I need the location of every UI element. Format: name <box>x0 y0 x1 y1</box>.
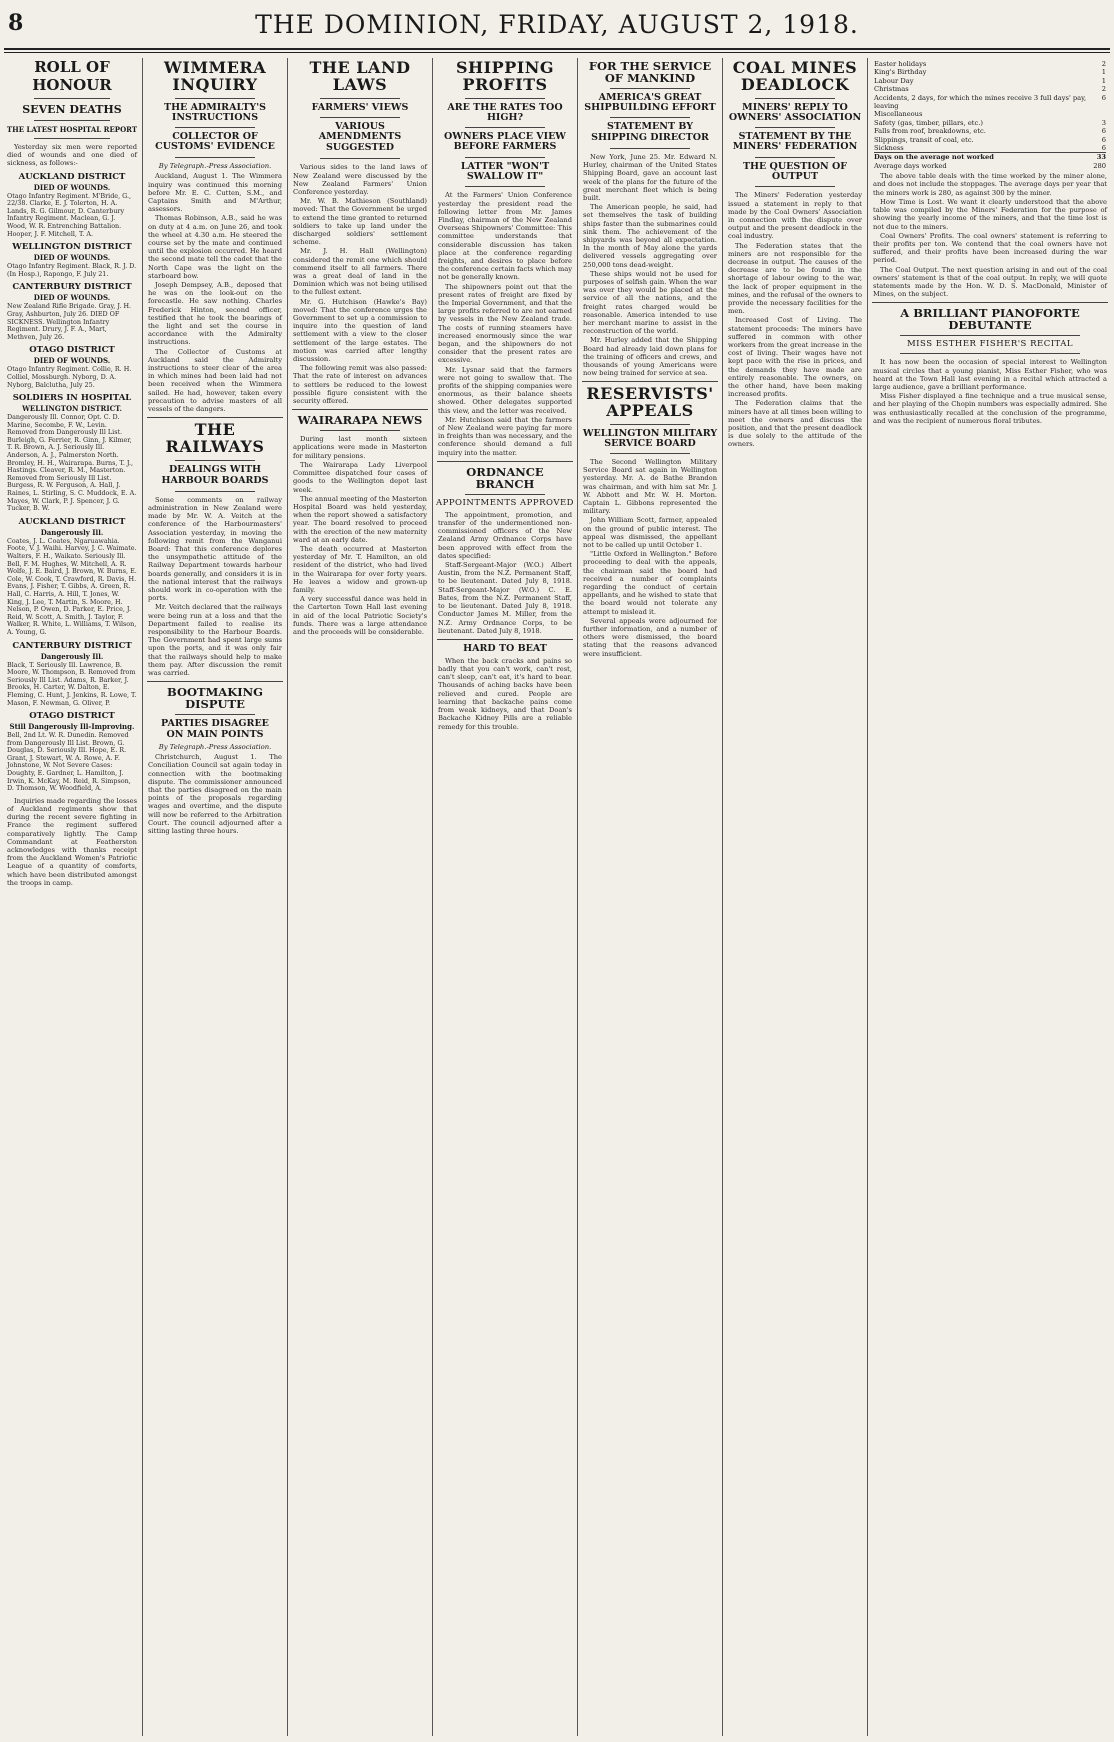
table-row: King's Birthday 1 <box>874 68 1106 77</box>
column-land-laws <box>290 58 430 1736</box>
divider <box>147 417 283 418</box>
divider <box>755 157 835 158</box>
district-tag: Still Dangerously Ill-Improving. <box>9 722 135 732</box>
headline: WIMMERA INQUIRY <box>163 58 267 94</box>
district-tag: DIED OF WOUNDS. <box>33 253 111 263</box>
deck: COLLECTOR OF CUSTOMS' EVIDENCE <box>155 130 275 153</box>
column-rule <box>432 58 433 1736</box>
divider <box>34 138 110 139</box>
column-service-of-mankind <box>580 58 720 1736</box>
subheadline: FARMERS' VIEWS <box>311 101 409 113</box>
headline: HARD TO BEAT <box>463 642 547 654</box>
column-rule <box>142 58 143 1736</box>
divider <box>465 127 545 128</box>
district-heading: WELLINGTON DISTRICT <box>12 242 132 253</box>
column-rule <box>867 58 868 1736</box>
column-wimmera-inquiry <box>145 58 285 1736</box>
headline: WAIRARAPA NEWS <box>297 413 423 428</box>
article-body: The above table deals with the time worked by the miner alone, and does not include the stoppages. The average days per year that the miners work is 280, as against 300 by the miner. How Time is Lost. We want it clearly understood that the above table was compiled by the Miners' Federation for the purpose of showing the yearly income of the miners, and that the time lost is not due to the miners. Coal Owners' Profits. The coal owners' statement is referring to their profits per ton. We contend that the coal owners have not suffered, and their profits have been increased during the war period. The Coal Output. The next question arising in and out of the coal owners' statement is that of the coal output. In reply, we will quote statements made by the Hon. W. D. S. MacDonald, Minister of Mines, on the subject. <box>873 172 1107 299</box>
article-body: Christchurch, August 1. The Conciliation Council sat again today in connection with the bootmaking dispute. The commissioner announced that the parties disagreed on the main points of the proposals regarding wages and overtime, and the dispute will now be referred to the Arbitration Court. The council adjourned after a sitting lasting three hours. <box>148 753 282 835</box>
column-shipping-profits <box>435 58 575 1736</box>
district-heading: CANTERBURY DISTRICT <box>12 640 132 651</box>
divider <box>175 127 255 128</box>
divider <box>755 127 835 128</box>
casualty-list: Black, T. Seriously Ill. Lawrence, B. Moore, W. Thompson, B. Removed from Seriously Ill List. Adams, R. Barker, J. Brooks, H. Carter, W. Dalton, E. Fleming, C. Hunt, J. Jenkins, R. Lowe, T. Mason, F. Newman, G. Oliver, P. <box>7 660 137 707</box>
deck: OWNERS PLACE VIEW BEFORE FARMERS <box>444 130 566 153</box>
column-rule <box>722 58 723 1736</box>
headline: COAL MINES DEADLOCK <box>732 58 858 94</box>
divider <box>465 98 545 99</box>
table-row: Christmas 2 <box>874 85 1106 94</box>
divider <box>755 186 835 187</box>
divider <box>610 88 690 89</box>
headline: BOOTMAKING DISPUTE <box>167 685 263 712</box>
divider <box>465 494 545 495</box>
deck: PARTIES DISAGREE ON MAIN POINTS <box>161 718 269 741</box>
subheadline: LATTER "WON'T SWALLOW IT" <box>460 161 550 183</box>
article-body: The Second Wellington Military Service Board sat again in Wellington yesterday. Mr. A. de Bathe Brandon was chairman, and with him sat Mr. J. W. Abbott and Mr. W. H. Morton. Captain L. Gibbons represented the military. John William Scott, farmer, appealed on the ground of public interest. The appeal was dismissed, the appellant not to be called up until October 1. "Little Oxford in Wellington." Before proceeding to deal with the appeals, the chairman said the board had received a number of complaints regarding the conduct of certain appellants, and he wished to state that the board would not tolerate any attempt to mislead it. Several appeals were adjourned for further information, and a number of others were dismissed, the board stating that the reasons advanced were insufficient. <box>583 457 717 658</box>
advertisement-body: When the back cracks and pains so badly that you can't work, can't rest, can't sleep, can't eat, it's hard to bear. Thousands of aching backs have been relieved and cured. People are learning that backache pains come from weak kidneys, and that Doan's Backache Kidney Pills are a reliable remedy for this trouble. <box>438 656 572 731</box>
subheadline: MISS ESTHER FISHER'S RECITAL <box>906 339 1074 350</box>
headline: SHIPPING PROFITS <box>456 58 554 94</box>
table-row: Slippings, transit of coal, etc. 6 <box>874 135 1106 144</box>
divider <box>582 381 718 382</box>
divider <box>872 302 1108 303</box>
table-row: Safety (gas, timber, pillars, etc.) 3 <box>874 118 1106 127</box>
divider <box>34 98 110 99</box>
subheadline: THE QUESTION OF OUTPUT <box>742 161 848 183</box>
article-body: New York, June 25. Mr. Edward N. Hurley, chairman of the United States Shipping Board, gave an account last week of the plans for the future of the great merchant fleet which is being built. The American people, he said, had set themselves the task of building ships faster than the submarines could sink them. The achievement of the shipyards was beyond all expectation. In the month of May alone the yards delivered vessels aggregating over 250,000 tons dead-weight. These ships would not be used for purposes of selfish gain. When the war was over they would be placed at the service of all the nations, and the freight rates charged would be reasonable. America intended to use her merchant marine to assist in the reconstruction of the world. Mr. Hurley added that the Shipping Board had already laid down plans for the training of officers and crews, and thousands of young Americans were now being trained for service at sea. <box>583 152 717 378</box>
subheadline: MINERS' REPLY TO OWNERS' ASSOCIATION <box>728 101 862 123</box>
divider <box>34 120 110 121</box>
casualty-list: Otago Infantry Regiment. M'Bride, G., 22/38. Clarke, E. J. Tolerton, H. A. Lands, R. G. Gilmour, D. Canterbury Infantry Regiment. Maclean, G. J. Wood, W. R. Entrenching Battalion. Hooper, J. F. Mitchell, T. A. <box>7 191 132 238</box>
headline: RESERVISTS' APPEALS <box>586 384 714 421</box>
column-rule <box>287 58 288 1736</box>
column-coal-continued <box>870 58 1110 1736</box>
article-body: Some comments on railway administration in New Zealand were made by Mr. W. A. Veitch at the conference of the Harbourmasters' Association yesterday, in moving the following remit from the Wanganui Board: That this conference deplores the unsympathetic attitude of the Railway Department towards harbour boards generally, and considers it is in the national interest that the railways should work in co-operation with the ports. Mr. Veitch declared that the railways were being run at a loss and that the Department failed to realise its responsibility to the Harbour Boards. The Government had spent large sums upon the ports, and it was only fair that the railways should help to make them pay. After discussion the remit was carried. <box>148 495 282 677</box>
days-worked-table <box>874 60 1106 170</box>
masthead-rule-thin <box>4 52 1110 53</box>
deck: STATEMENT BY SHIPPING DIRECTOR <box>591 121 709 143</box>
article-body: The appointment, promotion, and transfer of the undermentioned non-commissioned officers of the New Zealand Army Ordnance Corps have been approved with effect from the dates specified: Staff-Sergeant-Major (W.O.) Albert Austin, from the N.Z. Permanent Staff, to be lieutenant. Dated July 8, 1918. Staff-Sergeant-Major (W.O.) C. E. Bates, from the N.Z. Permanent Staff, to be lieutenant. Dated July 8, 1918. Conductor James M. Miller, from the N.Z. Army Ordnance Corps, to be lieutenant. Dated July 8, 1918. <box>438 510 572 635</box>
table-row: Days on the average not worked 33 <box>874 153 1106 162</box>
divider <box>437 461 573 462</box>
divider <box>175 460 255 461</box>
divider <box>610 117 690 118</box>
district-tag: DIED OF WOUNDS. <box>33 182 111 192</box>
divider <box>610 148 690 149</box>
casualty-list: Bell, 2nd Lt. W. R. Dunedin. Removed from Dangerously Ill List. Brown, G. Douglas, D. Seriously Ill. Hope, E. R. Grant, J. Stewart, W. A. Rowe, A. F. Johnstone, W. Not Severe Cases: Doughty, E. Gardner, L. Hamilton, J. Irwin, K. McKay, M. Reid, R. Simpson, D. Thomson, W. Woodfield, A. <box>7 731 131 793</box>
table-row: Miscellaneous <box>874 110 923 119</box>
divider <box>900 335 1080 336</box>
casualty-list: Otago Infantry Regiment. Collie, R. H. Colliel, Mossburgh. Nyborg, D. A. Nyborg, Balclutha, July 25. <box>7 365 132 389</box>
intro-paragraph: Yesterday six men were reported died of wounds and one died of sickness, as follows:- <box>7 143 137 168</box>
column-roll-of-honour <box>4 58 140 1736</box>
headline: SEVEN DEATHS <box>22 103 122 116</box>
masthead <box>0 8 1114 48</box>
column-coal-mines <box>725 58 865 1736</box>
divider <box>175 491 255 492</box>
casualty-list: Coates, J. L. Coates, Ngaruawahia. Foote, V. J. Waihi. Harvey, J. C. Waimate. Walters, F. H., Waikato. Seriously Ill. Bell, F. M. Hughes, W. Mitchell, A. R. Wolfe, J. E. Baird, J. Brown, W. Burns, E. Cole, W. Cook, T. Crawford, R. Davis, H. Evans, J. Fisher, T. Gibbs, A. Green, R. Hall, C. Harris, A. Hill, T. Jones, W. King, J. Lee, T. Martin, S. Moore, H. Nelson, P. Owen, D. Parker, E. Price, J. Reid, W. Scott, A. Smith, J. Taylor, F. Walker, R. White, L. Williams, T. Wilson, A. Young, G. <box>7 536 137 636</box>
subheadline: THE LATEST HOSPITAL REPORT <box>6 125 138 134</box>
district-heading: SOLDIERS IN HOSPITAL <box>12 393 132 404</box>
divider <box>292 409 428 410</box>
article-body: It has now been the occasion of special interest to Wellington musical circles that a young pianist, Miss Esther Fisher, who was heard at the Town Hall last evening in a recital which attracted a large audience, gave a brilliant performance. Miss Fisher displayed a fine technique and a true musical sense, and her playing of the Chopin numbers was especially admired. She was enthusiastically recalled at the conclusion of the programme, and was the recipient of numerous floral tributes. <box>873 358 1107 425</box>
divider <box>465 186 545 187</box>
article-body: Auckland, August 1. The Wimmera inquiry was continued this morning before Mr. E. C. Cutten, S.M., and Captains Smith and M'Arthur, assessors. Thomas Robinson, A.B., said he was on duty at 4 a.m. on June 26, and took the wheel at 4.30 a.m. He steered the course set by the mate and continued until the explosion occurred. He heard the second mate tell the cadet that the North Cape was the light on the starboard bow. Joseph Dempsey, A.B., deposed that he was on the look-out on the forecastle. He saw nothing. Charles Frederick Hinton, second officer, testified that he took the bearings of the light and set the course in accordance with the Admiralty instructions. The Collector of Customs at Auckland said the Admiralty instructions to steer clear of the area in which mines had been laid had not been received when the Wimmera sailed. He had, however, taken every precaution to advise masters of all vessels of the dangers. <box>148 172 282 414</box>
district-heading: OTAGO DISTRICT <box>29 711 115 722</box>
district-heading: CANTERBURY DISTRICT <box>12 282 132 293</box>
table-row: Sickness 6 <box>874 144 1106 153</box>
divider <box>175 157 255 158</box>
deck: DEALINGS WITH HARBOUR BOARDS <box>161 463 269 486</box>
district-heading: AUCKLAND DISTRICT <box>18 171 126 182</box>
table-row: Average days worked 280 <box>874 161 1106 170</box>
article-body: At the Farmers' Union Conference yesterday the president read the following letter from Mr. James Findlay, chairman of the New Zealand Overseas Shipowners' Committee: This committee understands that considerable discussion has taken place at the conference regarding freights, and desires to place before the conference certain facts which may not be generally known. The shipowners point out that the present rates of freight are fixed by the Imperial Government, and that the large profits referred to are not earned by vessels in the New Zealand trade. The costs of running steamers have increased enormously since the war began, and the shipowners do not consider that the present rates are excessive. Mr. Lysnar said that the farmers were not going to swallow that. The profits of the shipping companies were enormous, as their balance sheets showed. Other delegates supported this view, and the letter was received. Mr. Hutchison said that the farmers of New Zealand were paying far more in freights than was necessary, and the conference should demand a full inquiry into the matter. <box>438 191 572 457</box>
page-number: 8 <box>8 10 24 36</box>
divider <box>320 430 400 431</box>
deck: VARIOUS AMENDMENTS SUGGESTED <box>318 120 402 154</box>
newspaper-title: THE DOMINION, FRIDAY, AUGUST 2, 1918. <box>255 10 859 39</box>
subheadline: WELLINGTON MILITARY SERVICE BOARD <box>582 427 718 449</box>
district-tag: DIED OF WOUNDS. <box>33 293 111 303</box>
column-rule <box>577 58 578 1736</box>
divider <box>320 117 400 118</box>
district-heading: AUCKLAND DISTRICT <box>18 516 126 527</box>
headline: A BRILLIANT PIANOFORTE DEBUTANTE <box>900 306 1080 333</box>
article-body: The Miners' Federation yesterday issued a statement in reply to that made by the Coal Owners' Association in connection with the dispute over output and the present deadlock in the coal industry. The Federation states that the miners are not responsible for the decrease in output. The causes of the decrease are to be found in the shortage of labour owing to the war, the lack of proper equipment in the mines, and the refusal of the owners to provide the necessary facilities for the men. Increased Cost of Living. The statement proceeds: The miners have suffered in common with other workers from the great increase in the cost of living. Their wages have not kept pace with the rise in prices, and the demands they have made are entirely reasonable. The owners, on the other hand, have been making increased profits. The Federation claims that the miners have at all times been willing to meet the owners and discuss the position, and that the present deadlock is due solely to the attitude of the owners. <box>728 191 862 449</box>
deck: STATEMENT BY THE MINERS' FEDERATION <box>732 130 858 153</box>
divider <box>175 98 255 99</box>
roll-of-honour-title: ROLL OF HONOUR <box>32 58 112 94</box>
subheadline: ARE THE RATES TOO HIGH? <box>447 101 563 123</box>
divider <box>900 353 1080 354</box>
divider <box>437 639 573 640</box>
table-row: Accidents, 2 days, for which the mines receive 3 full days' pay, leaving 6 <box>874 93 1106 111</box>
divider <box>610 424 690 425</box>
divider <box>320 158 400 159</box>
district-tag: Dangerously Ill. <box>40 527 104 537</box>
divider <box>175 714 255 715</box>
table-row: Falls from roof, breakdowns, etc. 6 <box>874 127 1106 136</box>
byline: By Telegraph.-Press Association. <box>158 743 272 752</box>
headline: ORDNANCE BRANCH <box>466 464 544 491</box>
casualty-list: Otago Infantry Regiment. Black, R. J. D. (In Hosp.), Rapongo, F. July 21. <box>7 262 137 278</box>
subheadline: THE ADMIRALTY'S INSTRUCTIONS <box>164 101 266 123</box>
masthead-rule <box>4 48 1110 50</box>
byline: By Telegraph.-Press Association. <box>158 162 272 171</box>
district-heading: OTAGO DISTRICT <box>29 345 115 356</box>
headline: THE RAILWAYS <box>165 420 265 457</box>
divider <box>320 98 400 99</box>
district-tag: DIED OF WOUNDS. <box>33 356 111 366</box>
casualty-list: New Zealand Rifle Brigade. Gray, J. H. Gray, Ashburton, July 26. DIED OF SICKNESS. Wellington Infantry Regiment. Drury, J. F. A., Mart, Methven, July 26. <box>7 302 132 341</box>
article-body: During last month sixteen applications were made in Masterton for military pensions. The Wairarapa Lady Liverpool Committee dispatched four cases of goods to the Wellington depot last week. The annual meeting of the Masterton Hospital Board was held yesterday, when the report showed a satisfactory year. The board resolved to proceed with the erection of the new maternity ward at an early date. The death occurred at Masterton yesterday of Mr. T. Hamilton, an old resident of the district, who had lived in the Wairarapa for over forty years. He leaves a widow and grown-up family. A very successful dance was held in the Carterton Town Hall last evening in aid of the local Patriotic Society's funds. There was a large attendance and the proceeds will be considerable. <box>293 435 427 636</box>
headline: THE LAND LAWS <box>309 58 411 94</box>
headline: FOR THE SERVICE OF MANKIND <box>588 59 712 86</box>
casualty-list: Dangerously Ill. Connor, Opt. C. D. Marine, Secombe, F. W., Levin. Removed from Dangerously Ill List. Burleigh, G. Ferrier, R. Ginn, J. Kilmer, T. R. Brown, A. J. Seriously Ill. Anderson, A. J., Palmerston North. Bromley, H. H., Wairarapa. Burns, T. J., Hastings. Cleaver, R. M., Masterton. Removed from Seriously Ill List. Burgess, R. W. Ferguson, A. Hall, J. Raines, L. Stirling, S. C. Muddock, E. A. Mayes, W. Clark, P. J. Spencer, J. G. Tucker, B. W. <box>7 413 137 513</box>
divider <box>610 453 690 454</box>
divider <box>465 157 545 158</box>
closing-paragraph: Inquiries made regarding the losses of Auckland regiments show that during the recent severe fighting in France the regiment suffered comparatively lightly. The Camp Commandant at Featherston acknowledges with thanks receipt from the Auckland Women's Patriotic League of a quantity of comforts, which have been distributed amongst the troops in camp. <box>7 796 137 887</box>
subheadline: APPOINTMENTS APPROVED <box>435 497 574 508</box>
divider <box>755 98 835 99</box>
table-row: Labour Day 1 <box>874 76 1106 85</box>
subheadline: AMERICA'S GREAT SHIPBUILDING EFFORT <box>584 92 716 114</box>
table-row: Easter holidays 2 <box>874 60 1106 68</box>
article-body: Various sides to the land laws of New Zealand were discussed by the New Zealand Farmers' Union Conference yesterday. Mr. W. B. Mathieson (Southland) moved: That the Government be urged to extend the time granted to returned soldiers to take up land under the discharged soldiers' settlement scheme. Mr. J. H. Hall (Wellington) considered the remit one which should commend itself to all farmers. There was a great deal of land in the Dominion which was not being utilised to the fullest extent. Mr. G. Hutchison (Hawke's Bay) moved: That the conference urges the Government to set up a commission to inquire into the question of land settlement with a view to the closer settlement of the large estates. The motion was carried after lengthy discussion. The following remit was also passed: That the rate of interest on advances to settlers be reduced to the lowest possible figure consistent with the security offered. <box>293 163 427 406</box>
divider <box>147 681 283 682</box>
district-tag: Dangerously Ill. <box>40 651 104 661</box>
district-tag: WELLINGTON DISTRICT. <box>22 404 122 414</box>
